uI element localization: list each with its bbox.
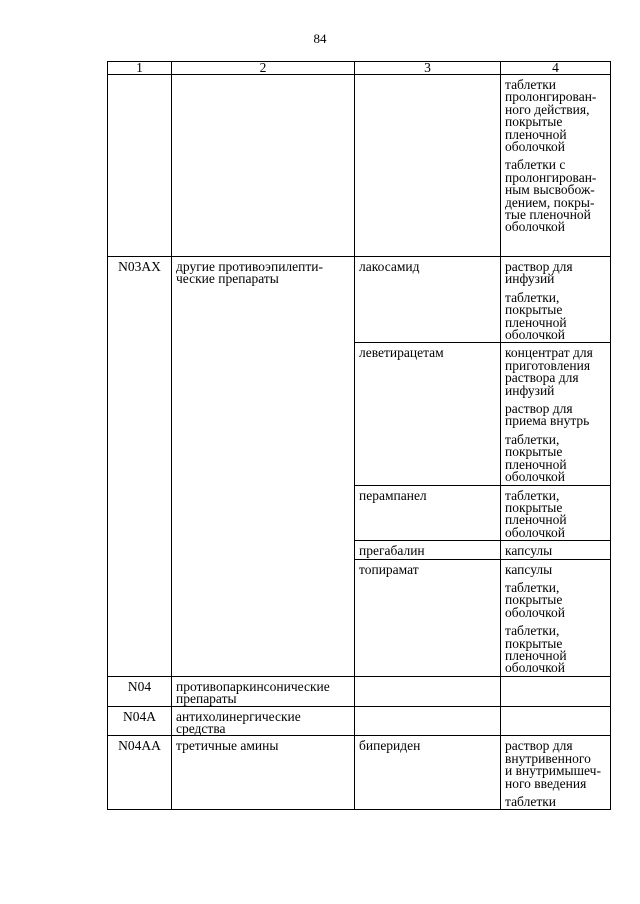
table-row — [108, 676, 611, 706]
substance-name: перампанел — [359, 487, 427, 503]
dosage-forms-cell — [501, 559, 611, 676]
atc-code-cell: N04A — [108, 706, 172, 736]
substance-name: лакосамид — [359, 259, 420, 274]
dosage-forms-cell — [501, 706, 611, 736]
dosage-forms-cell — [501, 541, 611, 559]
substance-cell — [355, 343, 501, 485]
group-line: препараты — [176, 691, 237, 707]
dosage-forms-cell — [501, 676, 611, 706]
dosage-forms-cell — [501, 257, 611, 343]
atc-code-cell: N04 — [108, 676, 172, 706]
substance-cell — [355, 706, 501, 736]
table-header-row — [108, 62, 611, 75]
dosage-form-line: покрытые — [505, 635, 563, 651]
dosage-form-line: оболочкой — [505, 604, 565, 620]
dosage-form-line: пленочной — [505, 126, 567, 142]
dosage-form — [505, 487, 606, 540]
substance-name: леветирацетам — [359, 345, 444, 361]
substance-cell — [355, 257, 501, 343]
pharmacological-group-cell — [172, 706, 355, 736]
group-line: ческие препараты — [176, 271, 279, 287]
pharmacological-group-cell — [172, 676, 355, 706]
dosage-form-line: оболочкой — [505, 660, 565, 676]
dosage-form-line: раствор для — [505, 259, 573, 274]
substance-cell — [355, 485, 501, 541]
dosage-form-line: оболочкой — [505, 469, 565, 485]
page-number: 84 — [313, 31, 327, 46]
dosage-form-line: раствор для — [505, 738, 573, 754]
pharmacological-group-cell — [172, 75, 355, 257]
dosage-form-line: раствора для — [505, 370, 579, 386]
dosage-form-line: покрытые — [505, 592, 563, 608]
substance-name: топирамат — [359, 561, 419, 577]
dosage-form — [505, 561, 606, 577]
dosage-form — [505, 347, 606, 397]
dosage-form — [505, 403, 606, 428]
dosage-form-line: таблетки — [505, 77, 557, 92]
dosage-form-line: приема внутрь — [505, 413, 590, 429]
dosage-form-line: ным высвобож- — [505, 182, 595, 198]
dosage-form-line: тые пленочной — [505, 207, 591, 223]
dosage-form — [505, 579, 606, 620]
dosage-form-line: таблетки, — [505, 623, 560, 639]
dosage-form — [505, 740, 606, 790]
dosage-form-line: покрытые — [505, 444, 563, 460]
dosage-form-line: таблетки, — [505, 289, 560, 305]
dosage-form-line: пролонгирован- — [505, 169, 597, 185]
dosage-forms-cell — [501, 736, 611, 810]
group-line: другие противоэпилепти- — [176, 259, 324, 274]
dosage-form-line: ного введения — [505, 775, 587, 791]
dosage-form-line: внутривенного — [505, 750, 591, 766]
dosage-form — [505, 79, 606, 153]
dosage-form-line: таблетки, — [505, 487, 560, 503]
substance-cell — [355, 559, 501, 676]
dosage-form-line: приготовления — [505, 357, 591, 373]
dosage-form-line: дением, покры- — [505, 194, 595, 210]
dosage-form-line: ного действия, — [505, 101, 590, 117]
dosage-form-line: и внутримышеч- — [505, 763, 601, 779]
dosage-form-line: инфузий — [505, 271, 555, 287]
dosage-form-line: покрытые — [505, 114, 563, 130]
header-cell-4: 4 — [501, 62, 611, 75]
dosage-form — [505, 625, 606, 675]
dosage-form-line: оболочкой — [505, 524, 565, 540]
substance-name: бипериден — [359, 738, 421, 754]
group-line: антихолинергические — [176, 708, 301, 724]
substance-cell — [355, 75, 501, 257]
dosage-form-line: капсулы — [505, 543, 553, 559]
dosage-form-line: раствор для — [505, 401, 573, 417]
table-row — [108, 75, 611, 257]
dosage-form-line: капсулы — [505, 561, 553, 577]
dosage-form — [505, 289, 606, 343]
pharmacological-group-cell — [172, 736, 355, 810]
group-line: противопаркинсонические — [176, 678, 330, 694]
header-cell-2: 2 — [172, 62, 355, 75]
dosage-forms-cell — [501, 485, 611, 541]
substance-cell — [355, 541, 501, 559]
dosage-form — [505, 796, 606, 808]
pharmacological-group-cell — [172, 257, 355, 677]
dosage-form-line: пленочной — [505, 456, 567, 472]
atc-code-cell: N03AX — [108, 257, 172, 677]
dosage-form-line: пленочной — [505, 647, 567, 663]
dosage-form — [505, 431, 606, 485]
dosage-form-line: таблетки — [505, 794, 557, 810]
group-line: третичные амины — [176, 738, 279, 754]
table-row — [108, 257, 611, 343]
table-row — [108, 736, 611, 810]
dosage-form — [505, 261, 606, 286]
group-line: средства — [176, 721, 226, 736]
atc-code-cell — [108, 75, 172, 257]
header-cell-3: 3 — [355, 62, 501, 75]
dosage-form-line: инфузий — [505, 382, 555, 398]
dosage-form — [505, 545, 606, 557]
substance-cell — [355, 736, 501, 810]
dosage-form-line: оболочкой — [505, 327, 565, 343]
dosage-form-line: таблетки, — [505, 431, 560, 447]
dosage-forms-cell — [501, 75, 611, 257]
dosage-form-line: пленочной — [505, 512, 567, 528]
substance-cell — [355, 676, 501, 706]
dosage-form-line: пленочной — [505, 314, 567, 330]
dosage-form-line: покрытые — [505, 302, 563, 318]
dosage-form-line: таблетки с — [505, 157, 566, 173]
dosage-form-line: оболочкой — [505, 139, 565, 155]
table-row — [108, 706, 611, 736]
header-cell-1: 1 — [108, 62, 172, 75]
dosage-form-line: концентрат для — [505, 345, 593, 361]
substance-name: прегабалин — [359, 543, 425, 559]
dosage-form-line: оболочкой — [505, 219, 565, 235]
atc-code-cell: N04AA — [108, 736, 172, 810]
drug-table — [107, 61, 611, 810]
dosage-form-line: покрытые — [505, 499, 563, 515]
dosage-form-line: таблетки, — [505, 579, 560, 595]
dosage-forms-cell — [501, 343, 611, 485]
dosage-form-line: пролонгирован- — [505, 89, 597, 105]
dosage-form — [505, 159, 606, 233]
